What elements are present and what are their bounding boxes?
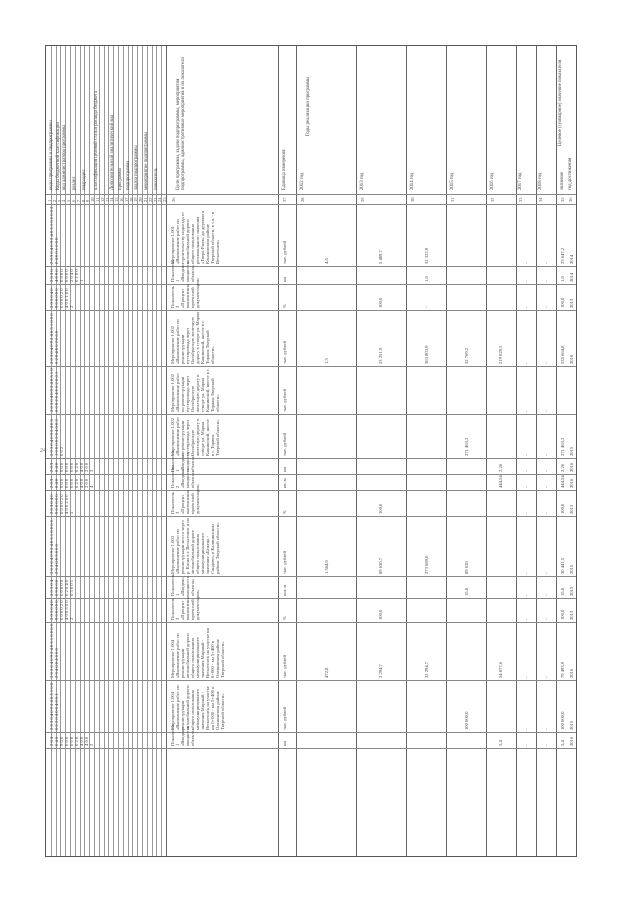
row-codes: 2 0 3 0 4 0 9 2 4 0 5 1 0 0 0 0 2 0 4 0 0 2 0 0 1 — [49, 368, 59, 412]
row-2017: - — [524, 572, 529, 574]
column-number: 4 — [61, 199, 67, 202]
row-2018: - — [544, 744, 549, 746]
row-2018: - — [544, 572, 549, 574]
header-dop-event: мероприятие подпрограммы — [144, 131, 149, 190]
header-years: Годы реализации программы — [306, 76, 311, 136]
row-2016: 54 877,6 — [498, 661, 503, 678]
row-codes: 2 0 3 0 4 0 9 2 4 0 5 1 0 0 0 0 2 0 4 0 0 2 0 0 2 — [49, 419, 64, 456]
row-2012: 4,6 — [324, 258, 329, 264]
column-number: 21 — [143, 197, 148, 202]
column-line — [406, 46, 407, 856]
column-number: 8 — [80, 199, 86, 202]
row-2012: 472,8 — [324, 667, 329, 678]
row-2015: 15,8 — [464, 587, 469, 596]
header-goal: Цели программы, задачи подпрограммы, мероприятия подпрограммы, административные мероприятия и их показатели — [176, 57, 186, 190]
header-final-year: год достижения — [568, 157, 573, 190]
row-final: 23 647,2 — [560, 247, 565, 264]
row-line — [46, 732, 576, 733]
row-2018: - — [544, 512, 549, 514]
row-2015: 271 463,2 — [464, 437, 469, 456]
column-line — [556, 46, 557, 856]
row-final-year: 2013 — [569, 610, 574, 620]
row-2017: - — [524, 594, 529, 596]
column-number: 34 — [538, 197, 543, 202]
row-2017: - — [524, 486, 529, 488]
header-year-2017: 2017 год — [518, 172, 523, 190]
row-unit: тыс. рублей — [282, 389, 287, 412]
row-line — [46, 748, 576, 749]
column-number: 16 — [119, 197, 124, 202]
row-line — [46, 414, 576, 415]
header-kbk-subsection: подраздел — [82, 169, 87, 190]
row-codes: 2 0 3 0 4 0 9 2 4 0 5 1 0 0 0 0 2 0 4 0 0 1 0 0 0 — [49, 206, 59, 264]
row-2014: 273 689,0 — [424, 555, 429, 574]
row-final: 100,0 — [560, 503, 565, 514]
row-codes: 2 0 3 0 4 0 9 0 0 0 0 0 0 0 0 0 2 0 4 0 0 1 0 0 2 — [49, 288, 74, 308]
row-codes: 2 0 3 0 4 0 9 0 0 0 0 0 0 0 0 0 2 0 4 0 0 2 0 0 4 — [49, 478, 94, 488]
row-final: 535 664,8 — [560, 345, 565, 364]
row-2017: - — [524, 410, 529, 412]
header-kbk: Коды бюджетной классификации — [56, 122, 61, 190]
row-codes: 2 0 3 0 4 0 9 2 4 0 5 1 0 0 0 0 2 0 4 0 0 4 0 0 0 — [49, 624, 59, 678]
row-2017: - — [524, 470, 529, 472]
header-year-2013: 2013 год — [360, 172, 365, 190]
row-line — [46, 598, 576, 599]
column-number: 7 — [75, 199, 81, 202]
row-final: 1,0 — [560, 276, 565, 282]
row-final-year: 2013 — [569, 504, 574, 514]
row-line — [46, 516, 576, 517]
row-final-year: 2015 — [569, 564, 574, 574]
row-2017: - — [524, 362, 529, 364]
column-number: 20 — [138, 197, 144, 202]
column-line — [536, 46, 537, 856]
row-2014: 1,0 — [424, 276, 429, 282]
column-number: 12 — [99, 197, 105, 202]
header-final-value: значение — [560, 171, 565, 190]
row-line — [46, 680, 576, 681]
column-number: 25 — [162, 197, 168, 202]
column-number: 6 — [71, 199, 76, 202]
row-2013: 100,0 — [378, 503, 383, 514]
row-unit: тыс. рублей — [282, 433, 287, 456]
row-2017: - — [524, 744, 529, 746]
header-kbk-admin: код администратора программы — [62, 124, 67, 190]
row-2018: - — [544, 676, 549, 678]
row-final-year: 2015 — [569, 586, 574, 596]
row-2014: 22 294,7 — [424, 661, 429, 678]
row-goal: Показатель 3 «Процент выполнения проектной документации» — [170, 483, 200, 514]
row-final: 100,0 — [560, 297, 565, 308]
column-number: 24 — [157, 197, 163, 202]
row-2017: - — [524, 728, 529, 730]
row-final-year: 2016 — [569, 736, 574, 746]
row-2017: - — [524, 280, 529, 282]
row-final-year: 2016 — [569, 354, 574, 364]
header-final: Целевое (суммарное) значение показателя — [558, 59, 563, 146]
row-codes: 2 0 3 0 4 0 9 0 0 0 0 0 0 0 0 0 2 0 4 0 0 2 0 0 5 — [49, 494, 74, 514]
row-goal: Показатель 1 «Введено мощность объекта» — [170, 724, 195, 746]
row-goal: Показатель 2 «Процент выполнения проектной документации» — [170, 589, 200, 620]
row-goal: Показатель 2 «Введено мощность объекта» — [170, 466, 195, 488]
row-goal: Мероприятие 1.002 «Выполнение работ по реконструкции путепровода через Октябрьскую железную дорогу в створе ул. Марии Кашинской, шоссе в г. Торжок Тверской области» — [170, 312, 215, 364]
header-dop-task: задача подпрограммы — [134, 145, 139, 190]
code-column-line — [142, 46, 143, 856]
row-final: 15,8 — [560, 587, 565, 596]
column-number: 35 — [560, 197, 565, 202]
column-number: 18 — [128, 197, 134, 202]
row-2018: - — [544, 728, 549, 730]
row-2018: - — [544, 262, 549, 264]
row-final-year: 2015 — [569, 720, 574, 730]
row-2013: 89 630,7 — [378, 557, 383, 574]
row-codes: 2 0 3 0 4 0 9 2 4 0 5 1 0 0 0 0 2 0 4 0 0 3 0 0 0 — [49, 520, 59, 574]
column-number: 36 — [568, 197, 573, 202]
row-codes: 2 0 3 0 4 0 9 0 0 0 0 0 0 0 0 0 2 0 4 0 0 3 0 0 2 — [49, 600, 74, 620]
row-goal: Мероприятие 1.002 «Выполнение работ по реконструкции путепровода через Октябрьскую железную дорогу в створе ул. Марии Кашинской, шоссе в г. Торжок Тверской области» — [170, 417, 220, 456]
row-2018: - — [544, 454, 549, 456]
row-2018: - — [544, 470, 549, 472]
row-2018: - — [544, 486, 549, 488]
row-final-year: 2016 — [569, 478, 574, 488]
row-final: 100 000,0 — [560, 711, 565, 730]
column-number: 2 — [51, 199, 57, 202]
row-unit: тыс. рублей — [282, 707, 287, 730]
row-2017: - — [524, 676, 529, 678]
row-codes: 2 0 3 0 4 0 9 2 4 0 5 1 0 0 0 0 2 0 4 0 0 2 0 0 0 — [49, 313, 59, 364]
column-number: 9 — [85, 199, 91, 202]
row-2016: 219 029,5 — [498, 345, 503, 364]
row-line — [46, 622, 576, 623]
row-final-year: 2014 — [569, 254, 574, 264]
row-2018: - — [544, 410, 549, 412]
column-line — [516, 46, 517, 856]
row-unit: тыс. рублей — [282, 241, 287, 264]
column-number: 14 — [109, 197, 115, 202]
code-column-line — [161, 46, 162, 856]
column-number: 10 — [90, 197, 96, 202]
column-number: 32 — [490, 197, 495, 202]
header-line — [46, 204, 576, 205]
row-unit: тыс. рублей — [282, 655, 287, 678]
row-2013: 2 294,7 — [378, 664, 383, 678]
row-final: 100,0 — [560, 609, 565, 620]
row-unit: пог. м — [282, 584, 287, 596]
header-kbk-section: раздел — [72, 176, 77, 190]
row-final-year: 2016 — [569, 668, 574, 678]
row-goal: Показатель 1 «Введено мощность объекта» — [170, 450, 195, 472]
row-2016: 2,26 — [498, 463, 503, 472]
row-final: 271 463,2 — [560, 437, 565, 456]
header-dop-subprogram: подпрограмма — [126, 160, 131, 190]
column-number: 1 — [47, 199, 52, 202]
header-line — [46, 194, 576, 195]
row-2015: 89 638 — [464, 561, 469, 574]
row-2014: 363 803,9 — [424, 345, 429, 364]
row-2016: 5,4 — [498, 740, 503, 746]
row-unit: % — [282, 616, 287, 620]
row-codes: 2 0 3 0 4 0 9 0 0 0 0 0 0 0 0 0 2 0 4 0 0 3 0 0 1 — [49, 579, 74, 596]
row-2017: - — [524, 262, 529, 264]
row-codes: 2 0 3 0 4 0 9 0 0 0 0 0 0 0 0 0 2 0 4 0 0 2 0 0 3 — [49, 462, 94, 472]
row-goal: Мероприятие 1.004 «Выполнение работ по реконструкции автомобильной дороги общего пользования межмуниципального значения Мирный - Весьегонск на участке км 0+000 - км 5+400 в Оленинском районе Тверской области» — [170, 627, 225, 678]
row-codes: 2 0 3 0 4 0 9 2 4 0 5 1 0 0 0 0 2 0 4 0 0 4 0 0 1 — [49, 682, 59, 730]
row-final-year: 2013 — [569, 298, 574, 308]
header-dop-program: программа — [118, 167, 123, 190]
row-goal: Мероприятие 1.002 «Выполнение работ по реконструкции путепровода через Октябрьскую железную дорогу в створе ул. Марии Кашинской, шоссе в г. Торжок Тверской области» — [170, 368, 220, 412]
row-goal: Показатель 2 «Процент выполнения проектной документации» — [170, 277, 200, 308]
row-2014: - — [424, 306, 429, 308]
column-number: 26 — [171, 197, 176, 202]
row-2014: 32 322,9 — [424, 247, 429, 264]
column-number: 29 — [360, 197, 365, 202]
column-number: 30 — [410, 197, 415, 202]
column-number: 17 — [123, 197, 129, 202]
row-final-year: 2016 — [569, 462, 574, 472]
row-2012: 1 564,0 — [324, 560, 329, 574]
row-2013: 100,0 — [378, 297, 383, 308]
row-final: 30 441,5 — [560, 557, 565, 574]
row-line — [46, 490, 576, 491]
column-line — [356, 46, 357, 856]
header-dop: Дополнительный аналитический код — [110, 114, 115, 190]
header-kbk-csr: классификация целевой статьи расхода бюджета — [94, 91, 99, 190]
column-number: 28 — [300, 197, 305, 202]
code-column-line — [152, 46, 153, 856]
row-line — [46, 576, 576, 577]
page-number: 24 — [40, 448, 46, 454]
column-number: 22 — [147, 197, 153, 202]
column-number: 19 — [133, 197, 139, 202]
column-number: 5 — [66, 199, 72, 202]
row-line — [46, 474, 576, 475]
column-number: 33 — [518, 197, 523, 202]
row-2017: - — [524, 618, 529, 620]
budget-program-table — [45, 45, 577, 857]
row-unit: кв. м — [282, 478, 287, 488]
row-final: 444,54 — [560, 475, 565, 488]
row-codes: 2 0 3 0 4 0 9 0 0 0 0 0 0 0 0 0 2 0 4 0 0 4 0 0 2 — [49, 736, 94, 746]
row-goal: Показатель 1 «Введено мощность объекта» — [170, 260, 195, 282]
column-line — [166, 46, 167, 856]
row-line — [46, 458, 576, 459]
row-2018: - — [544, 618, 549, 620]
header-kbk-sub: коды программы и подпрограммы — [49, 120, 54, 190]
row-unit: км — [282, 276, 287, 282]
column-number: 13 — [104, 197, 110, 202]
row-2013: 100,0 — [378, 609, 383, 620]
row-unit: км — [282, 466, 287, 472]
column-number: 3 — [56, 199, 62, 202]
row-goal: Мероприятие 1.003 «Выполнение работ по реконструкции моста через р. Касна в г. Весьегонск и на автомобильной дороге общего пользования межмуниципального значения «Бежецк - Сандово» в Калининском районе Тверской области» — [170, 518, 220, 574]
row-final-year: 2015 — [569, 446, 574, 456]
row-unit: тыс. рублей — [282, 551, 287, 574]
header-dop-indicator: показатель — [154, 167, 159, 190]
column-line — [296, 46, 297, 856]
row-2016: 444,54 — [498, 475, 503, 488]
row-2015: 100 000,0 — [464, 711, 469, 730]
row-2013: 5 489,7 — [378, 250, 383, 264]
row-final: 5,4 — [560, 740, 565, 746]
row-goal: Мероприятие 1.004 «Выполнение работ по реконструкции автомобильной дороги общего пользования межмуниципального значения Мирный - Весьегонск на участке км 0+000 - км 5+400 в Оленинском районе Тверской области» — [170, 685, 225, 730]
column-number: 31 — [450, 197, 455, 202]
header-year-2018: 2018 год — [538, 172, 543, 190]
row-line — [46, 310, 576, 311]
row-2018: - — [544, 280, 549, 282]
row-2015: 32 769,2 — [464, 347, 469, 364]
header-unit: Единица измерения — [282, 149, 287, 190]
row-2017: - — [524, 512, 529, 514]
row-final: 79 493,9 — [560, 661, 565, 678]
row-2018: - — [544, 594, 549, 596]
column-number: 27 — [282, 197, 287, 202]
row-line — [46, 266, 576, 267]
header-year-2015: 2015 год — [450, 172, 455, 190]
row-line — [46, 366, 576, 367]
row-unit: % — [282, 510, 287, 514]
column-line — [278, 46, 279, 856]
row-final: 2,26 — [560, 463, 565, 472]
row-unit: тыс. рублей — [282, 341, 287, 364]
row-2018: - — [544, 306, 549, 308]
column-line — [486, 46, 487, 856]
header-year-2012: 2012 год — [300, 172, 305, 190]
column-number: 15 — [114, 197, 120, 202]
row-goal: Показатель 1 «Введено мощность объекта» — [170, 574, 195, 596]
row-2017: - — [524, 454, 529, 456]
row-final-year: 2014 — [569, 272, 574, 282]
header-year-2016: 2016 год — [490, 172, 495, 190]
row-2012: 1,5 — [324, 358, 329, 364]
row-2013: 23 251,9 — [378, 347, 383, 364]
row-line — [46, 284, 576, 285]
row-unit: км — [282, 740, 287, 746]
column-number: 23 — [152, 197, 158, 202]
row-2018: - — [544, 362, 549, 364]
column-line — [446, 46, 447, 856]
code-column-line — [104, 46, 105, 856]
column-number: 11 — [95, 197, 100, 202]
row-2017: - — [524, 306, 529, 308]
row-codes: 2 0 3 0 4 0 9 0 0 0 0 0 0 0 0 0 2 0 4 0 0 1 0 0 1 — [49, 269, 84, 282]
header-year-2014: 2014 год — [410, 172, 415, 190]
row-goal: Мероприятие 1.001 «Выполнение работ по строительству подъезда от автомобильной дороги общего пользования регионального значения «Тверь-Ржев» до деревни в Конаковском районе Тверской области, в т.ч. - в Весьегонск» — [170, 210, 220, 264]
row-unit: % — [282, 304, 287, 308]
